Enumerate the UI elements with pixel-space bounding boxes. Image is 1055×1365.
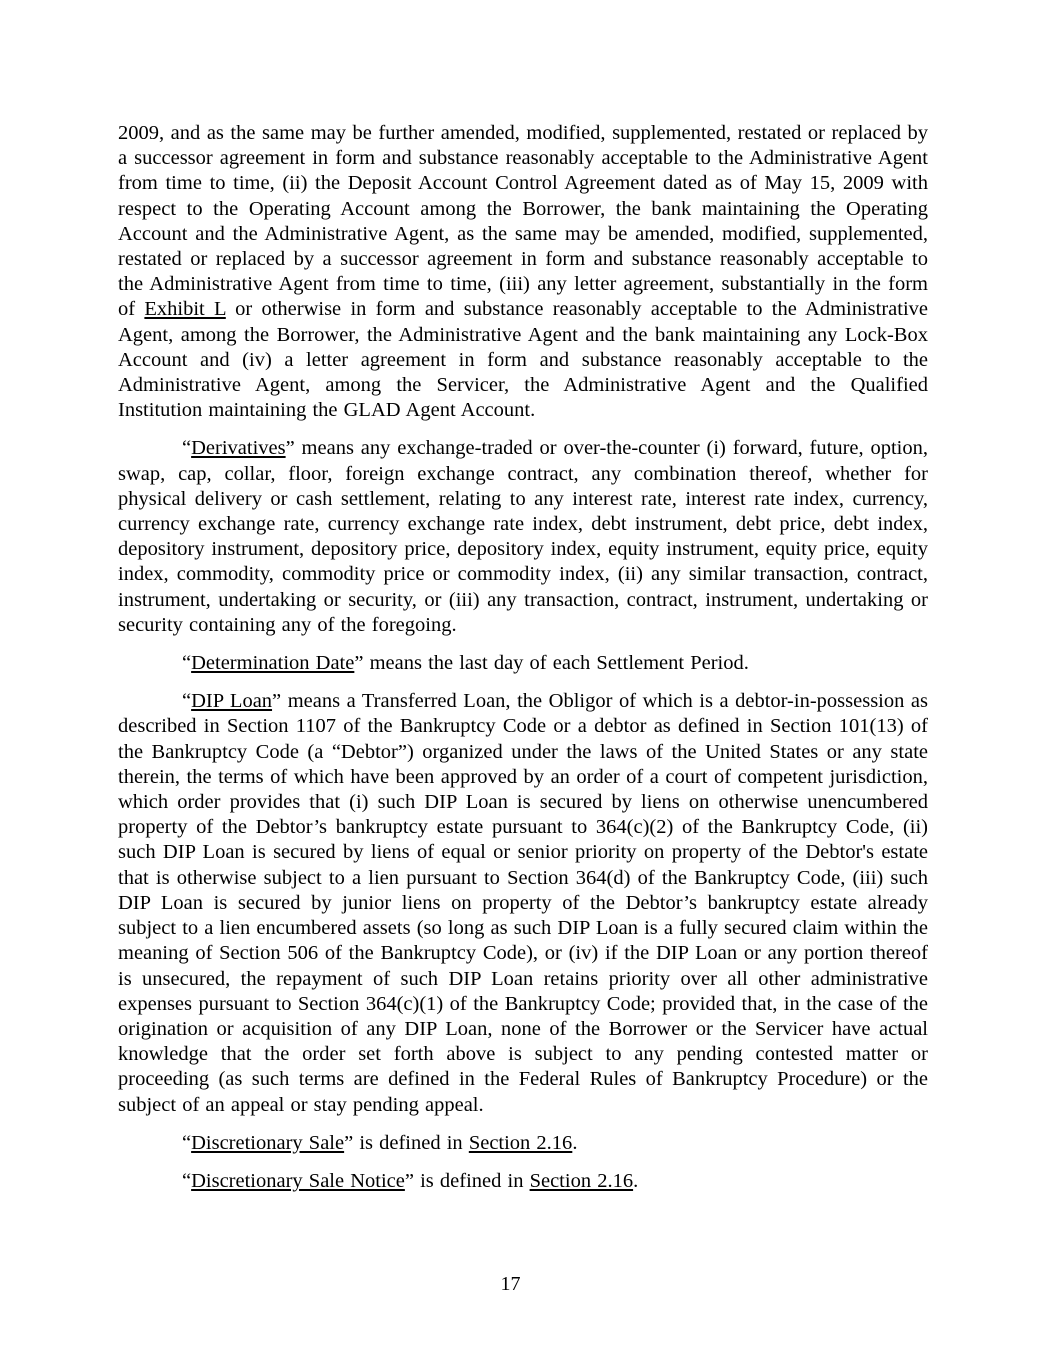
paragraph <box>118 651 928 676</box>
text-run: ” is defined in <box>404 1169 530 1192</box>
paragraph <box>118 121 928 423</box>
text-run: “ <box>182 1131 192 1154</box>
defined-term: Discretionary Sale Notice <box>191 1169 405 1192</box>
text-run: “ <box>182 437 192 460</box>
paragraph <box>118 1169 928 1194</box>
text-run: ” means the last day of each Settlement Period. <box>354 652 749 675</box>
defined-term: Section 2.16 <box>468 1131 573 1154</box>
text-run: ” means any exchange-traded or over-the-counter (i) forward, future, option, swap, cap, collar, floor, foreign exchange contract, any combination thereof, whether for physical delivery or cash settlement, relating to any interest rate, interest rate index, currency, currency exchange rate, currency exchange rate index, debt instrument, debt price, debt index, depository instrument, depository price, depository index, equity instrument, equity price, equity index, commodity, commodity price or commodity index, (ii) any similar transaction, contract, instrument, undertaking or security, or (iii) any transaction, contract, instrument, undertaking or security containing any of the foregoing. <box>118 437 928 636</box>
document-body <box>118 121 928 1207</box>
text-run: . <box>572 1131 578 1154</box>
page-number: 17 <box>500 1273 521 1295</box>
paragraph <box>118 1131 928 1156</box>
text-run: “ <box>182 1169 192 1192</box>
text-run: . <box>633 1169 639 1192</box>
text-run: “ <box>182 690 192 713</box>
defined-term: Determination Date <box>191 652 355 675</box>
text-run: ” is defined in <box>344 1131 469 1154</box>
defined-term: Derivatives <box>191 437 286 460</box>
paragraph <box>118 689 928 1117</box>
defined-term: Section 2.16 <box>529 1169 634 1192</box>
text-run: “ <box>182 652 192 675</box>
defined-term: Discretionary Sale <box>191 1131 345 1154</box>
defined-term: Exhibit L <box>144 298 226 321</box>
paragraph <box>118 436 928 638</box>
text-run: or otherwise in form and substance reasonably acceptable to the Administrative Agent, among the Borrower, the Administrative Agent and the bank maintaining any Lock-Box Account and (iv) a letter agreement in form and substance reasonably acceptable to the Administrative Agent, among the Servicer, the Administrative Agent and the Qualified Institution maintaining the GLAD Agent Account. <box>118 298 928 422</box>
defined-term: DIP Loan <box>191 690 273 713</box>
text-run: ” means a Transferred Loan, the Obligor of which is a debtor-in-possession as described in Section 1107 of the Bankruptcy Code or a debtor as defined in Section 101(13) of the Bankruptcy Code (a “Debtor”) organized under the laws of the United States or any state therein, the terms of which have been approved by an order of a court of competent jurisdiction, which order provides that (i) such DIP Loan is secured by liens on otherwise unencumbered property of the Debtor’s bankruptcy estate pursuant to 364(c)(2) of the Bankruptcy Code, (ii) such DIP Loan is secured by liens of equal or senior priority on property of the Debtor's estate that is otherwise subject to a lien pursuant to Section 364(d) of the Bankruptcy Code, (iii) such DIP Loan is secured by junior liens on property of the Debtor’s bankruptcy estate already subject to a lien encumbered assets (so long as such DIP Loan is a fully secured claim within the meaning of Section 506 of the Bankruptcy Code), or (iv) if the DIP Loan or any portion thereof is unsecured, the repayment of such DIP Loan retains priority over all other administrative expenses pursuant to Section 364(c)(1) of the Bankruptcy Code; provided that, in the case of the origination or acquisition of any DIP Loan, none of the Borrower or the Servicer have actual knowledge that the order set forth above is subject to any pending contested matter or proceeding (as such terms are defined in the Federal Rules of Bankruptcy Procedure) or the subject of an appeal or stay pending appeal. <box>118 690 928 1116</box>
text-run: 2009, and as the same may be further amended, modified, supplemented, restated or replaced by a successor agreement in form and substance reasonably acceptable to the Administrative Agent from time to time, (ii) the Deposit Account Control Agreement dated as of May 15, 2009 with respect to the Operating Account among the Borrower, the bank maintaining the Operating Account and the Administrative Agent, as the same may be amended, modified, supplemented, restated or replaced by a successor agreement in form and substance reasonably acceptable to the Administrative Agent from time to time, (iii) any letter agreement, substantially in the form of <box>118 122 928 321</box>
